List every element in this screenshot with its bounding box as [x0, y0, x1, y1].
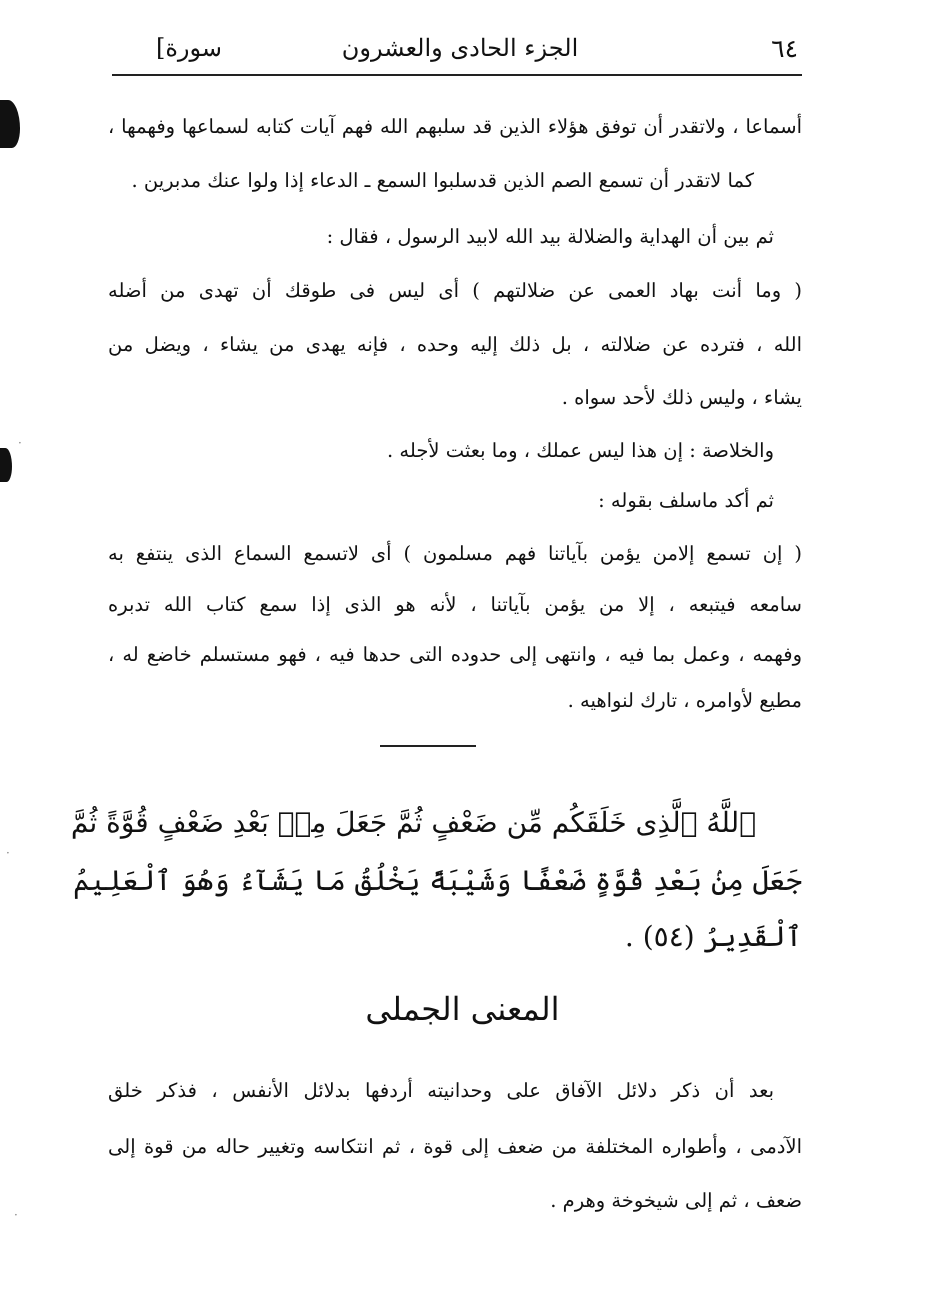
scan-speck: · [18, 436, 22, 450]
surah-label: سورة] [155, 34, 222, 62]
commentary-line: الله ، فترده عن ضلالته ، بل ذلك إليه وحده ، فإنه يهدى من يشاء ، ويضل من [108, 333, 802, 356]
scan-speck: · [14, 1208, 18, 1222]
verse-line: ٱللَّهُ ٱلَّذِى خَلَقَكُم مِّن ضَعْفٍ ثُمَّ جَعَلَ مِنۢ بَعْدِ ضَعْفٍ قُوَّةً ثُمَّ [70, 806, 756, 839]
scan-edge-mark [0, 448, 12, 482]
header-rule [112, 74, 802, 76]
commentary-line: ( إن تسمع إلامن يؤمن بآياتنا فهم مسلمون ) أى لاتسمع السماع الذى ينتفع به [108, 542, 802, 565]
commentary-line: ثم أكد ماسلف بقوله : [598, 489, 774, 512]
page-number: ٦٤ [771, 34, 798, 63]
verse-line: ٱلْقَدِيرُ (٥٤) . [624, 920, 802, 953]
commentary-line: والخلاصة : إن هذا ليس عملك ، وما بعثت لأجله . [387, 439, 774, 462]
commentary-line: ثم بين أن الهداية والضلالة بيد الله لابيد الرسول ، فقال : [326, 225, 774, 248]
commentary-line: كما لاتقدر أن تسمع الصم الذين قدسلبوا السمع ـ الدعاء إذا ولوا عنك مدبرين . [131, 169, 754, 192]
commentary-line: وفهمه ، وعمل بما فيه ، وانتهى إلى حدوده التى حدها فيه ، فهو مستسلم خاضع له ، [108, 643, 802, 666]
summary-line: الآدمى ، وأطواره المختلفة من ضعف إلى قوة ، ثم انتكاسه وتغيير حاله من قوة إلى [108, 1135, 802, 1158]
scan-speck: · [6, 846, 10, 860]
commentary-line: أسماعا ، ولاتقدر أن توفق هؤلاء الذين قد سلبهم الله فهم آيات كتابه لسماعها وفهمها ، [108, 115, 802, 138]
section-separator [380, 745, 476, 747]
commentary-line: يشاء ، وليس ذلك لأحد سواه . [561, 386, 802, 409]
summary-line: بعد أن ذكر دلائل الآفاق على وحدانيته أردفها بدلائل الأنفس ، فذكر خلق [108, 1079, 774, 1102]
verse-line: جَعَلَ مِنۢ بَعْدِ قُوَّةٍ ضَعْفًا وَشَيْبَةً يَخْلُقُ مَا يَشَآءُ وَهُوَ ٱلْعَلِيمُ [73, 864, 802, 897]
commentary-line: سامعه فيتبعه ، إلا من يؤمن بآياتنا ، لأنه هو الذى إذا سمع كتاب الله تدبره [108, 593, 802, 616]
commentary-line: ( وما أنت بهاد العمى عن ضلالتهم ) أى ليس فى طوقك أن تهدى من أضله [108, 279, 802, 302]
summary-line: ضعف ، ثم إلى شيخوخة وهرم . [550, 1189, 802, 1212]
part-title: الجزء الحادى والعشرون [341, 34, 579, 62]
scan-edge-mark [0, 100, 20, 148]
commentary-line: مطيع لأوامره ، تارك لنواهيه . [567, 689, 802, 712]
section-heading: المعنى الجملى [365, 990, 560, 1028]
